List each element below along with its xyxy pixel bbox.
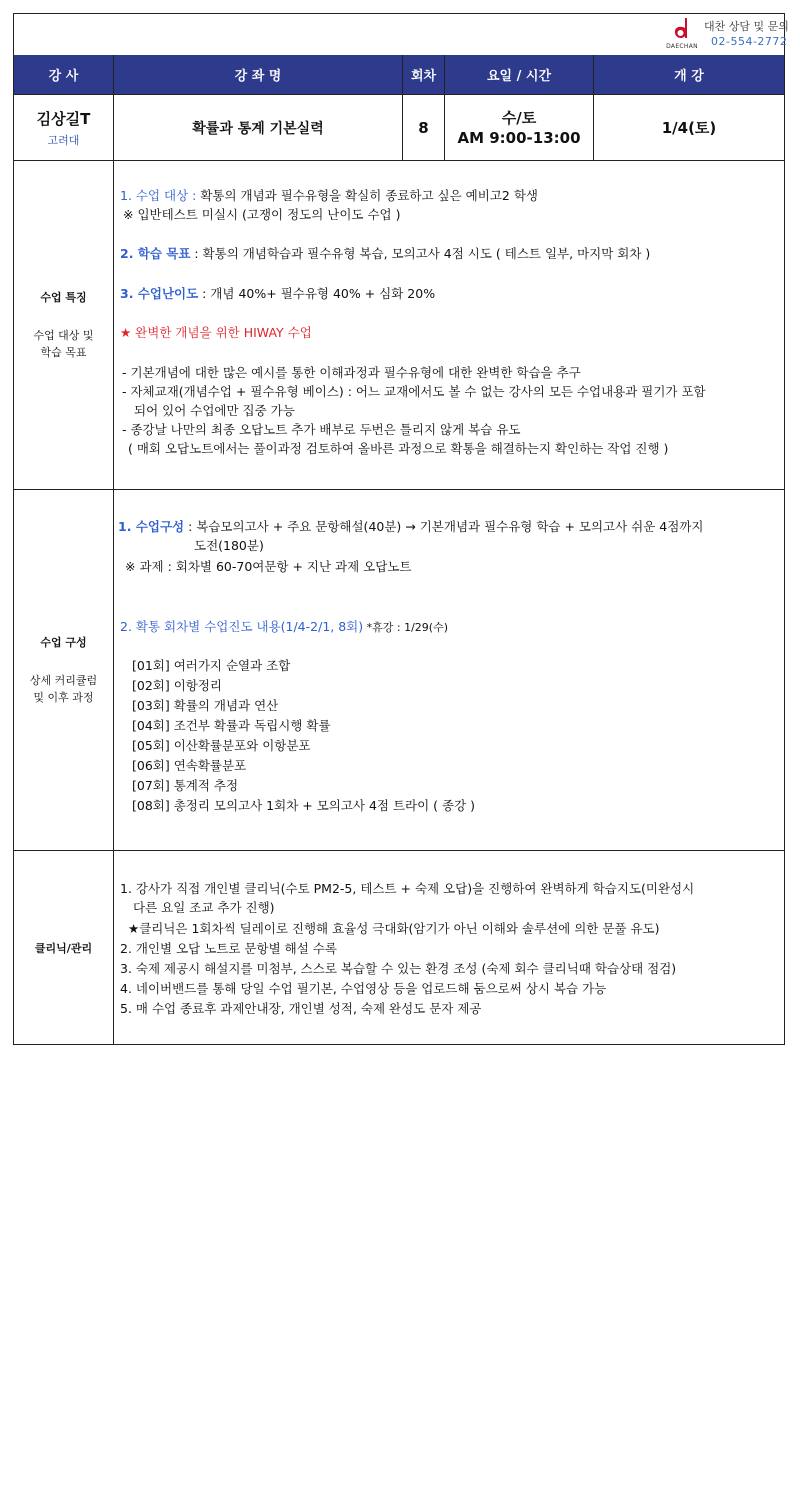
clinic-section (114, 851, 784, 1044)
daechan-logo-icon (673, 18, 691, 40)
target-line (120, 187, 538, 205)
target-note: ※ 입반테스트 미실시 (고쟁이 정도의 난이도 수업 ) (123, 207, 401, 222)
header-start: 개 강 (594, 55, 784, 95)
lesson-item: [03회] 확률의 개념과 연산 (132, 698, 279, 713)
day-time-cell (445, 95, 594, 161)
target-label: 1. 수업 대상 : (120, 188, 197, 203)
composition-line (118, 518, 703, 536)
lesson-item: [02회] 이항정리 (132, 678, 223, 693)
features-side-sub-2: 학습 목표 (40, 346, 87, 359)
header-day-time: 요일 / 시간 (445, 55, 594, 95)
clinic-side-title: 클리닉/관리 (34, 941, 93, 955)
target-text: 확통의 개념과 필수유형을 확실히 종료하고 싶은 예비고2 학생 (196, 188, 538, 203)
homework-note: ※ 과제 : 회차별 60-70여문항 + 지난 과제 오답노트 (125, 559, 412, 574)
composition-text-2: 도전(180분) (194, 538, 264, 553)
logo-brand-text: DAECHAN (666, 43, 698, 50)
class-days: 수/토 (501, 108, 537, 127)
teacher-school: 고려대 (47, 133, 80, 147)
structure-side-sub-2: 및 이후 과정 (33, 691, 94, 704)
hiway-line: ★ 완벽한 개념을 위한 HIWAY 수업 (120, 325, 312, 340)
header-teacher: 강 사 (14, 55, 114, 95)
goal-line (120, 245, 650, 263)
composition-label: 1. 수업구성 (118, 519, 185, 534)
feature-bullet: - 자체교재(개념수업 + 필수유형 베이스) : 어느 교재에서도 볼 수 없는 강사의 모든 수업내용과 필기가 포함 (122, 384, 706, 399)
lesson-item: [06회] 연속확률분포 (132, 758, 247, 773)
lesson-item: [05회] 이산확률분포와 이항분포 (132, 738, 311, 753)
structure-side-title: 수업 구성 (40, 636, 87, 649)
structure-section (114, 490, 784, 851)
clinic-line: 3. 숙제 제공시 해설지를 미첨부, 스스로 복습할 수 있는 환경 조성 (숙제 회수 클리닉때 학습상태 점검) (120, 961, 677, 976)
structure-side-sub-1: 상세 커리큘럼 (29, 674, 98, 687)
lesson-item: [08회] 총정리 모의고사 1회차 + 모의고사 4점 트라이 ( 종강 ) (132, 798, 476, 813)
clinic-line: 5. 매 수업 종료후 과제안내장, 개인별 성적, 숙제 완성도 문자 제공 (120, 1001, 482, 1016)
sessions-cell (403, 95, 445, 161)
features-side-sub (33, 327, 93, 361)
features-side-sub-1: 수업 대상 및 (33, 329, 94, 342)
features-section (114, 161, 784, 490)
feature-bullet: - 기본개념에 대한 많은 예시를 통한 이해과정과 필수유형에 대한 완벽한 학습을 추구 (122, 365, 581, 380)
level-label: 3. 수업난이도 (120, 286, 199, 301)
goal-text: : 확통의 개념학습과 필수유형 복습, 모의고사 4점 시도 ( 테스트 일부, 마지막 회차 ) (190, 246, 651, 261)
structure-side (14, 490, 114, 851)
class-time: AM 9:00-13:00 (457, 128, 581, 147)
clinic-line: 2. 개인별 오답 노트로 문항별 해설 수록 (120, 941, 337, 956)
features-side-title: 수업 특징 (40, 291, 87, 304)
composition-text: : 복습모의고사 + 주요 문항해설(40분) → 기본개념과 필수유형 학습 + 모의고사 쉬운 4점까지 (184, 519, 704, 534)
teacher-name: 김상길T (36, 109, 91, 128)
structure-side-sub (30, 672, 97, 706)
features-side (14, 161, 114, 490)
goal-label: 2. 학습 목표 (120, 246, 191, 261)
clinic-line: ★클리닉은 1회차씩 딜레이로 진행해 효율성 극대화(암기가 아닌 이해와 솔루션에 의한 문풀 유도) (128, 921, 660, 936)
start-date: 1/4(토) (661, 119, 717, 137)
course-name-cell (114, 95, 403, 161)
daechan-logo (665, 18, 699, 52)
level-line (120, 285, 435, 303)
course-sheet (13, 13, 789, 1045)
header-course-name: 강 좌 명 (114, 55, 403, 95)
progress-label: 2. 확통 회차별 수업진도 내용(1/4-2/1, 8회) (120, 619, 364, 634)
feature-bullet: ( 매회 오답노트에서는 풀이과정 검토하여 올바른 과정으로 확통을 해결하는지 확인하는 작업 진행 ) (128, 441, 669, 456)
level-text: : 개념 40%+ 필수유형 40% + 심화 20% (198, 286, 436, 301)
progress-line (120, 618, 448, 637)
course-name: 확률과 통계 기본실력 (192, 120, 324, 137)
clinic-line: 4. 네이버밴드를 통해 당일 수업 필기본, 수업영상 등을 업로드해 둠으로써 상시 복습 가능 (120, 981, 607, 996)
clinic-side (14, 851, 114, 1044)
top-bar (14, 14, 789, 56)
teacher-cell (14, 95, 114, 161)
clinic-line: 다른 요일 조교 추가 진행) (133, 900, 275, 915)
lesson-item: [01회] 여러가지 순열과 조합 (132, 658, 291, 673)
feature-bullet: 되어 있어 수업에만 집중 가능 (134, 403, 295, 418)
contact-label: 대찬 상담 및 문의 (704, 20, 789, 33)
holiday-note: *휴강 : 1/29(수) (363, 621, 448, 634)
start-cell (594, 95, 784, 161)
session-count: 8 (418, 118, 429, 137)
feature-bullet: - 종강날 나만의 최종 오답노트 추가 배부로 두번은 틀리지 않게 복습 유도 (122, 422, 521, 437)
contact-phone[interactable]: 02-554-2772 (711, 35, 788, 48)
lesson-item: [04회] 조건부 확률과 독립시행 확률 (132, 718, 331, 733)
lesson-item: [07회] 통계적 추정 (132, 778, 239, 793)
header-sessions: 회차 (403, 55, 445, 95)
clinic-line: 1. 강사가 직접 개인별 클리닉(수토 PM2-5, 테스트 + 숙제 오답)을 진행하여 완벽하게 학습지도(미완성시 (120, 881, 695, 896)
